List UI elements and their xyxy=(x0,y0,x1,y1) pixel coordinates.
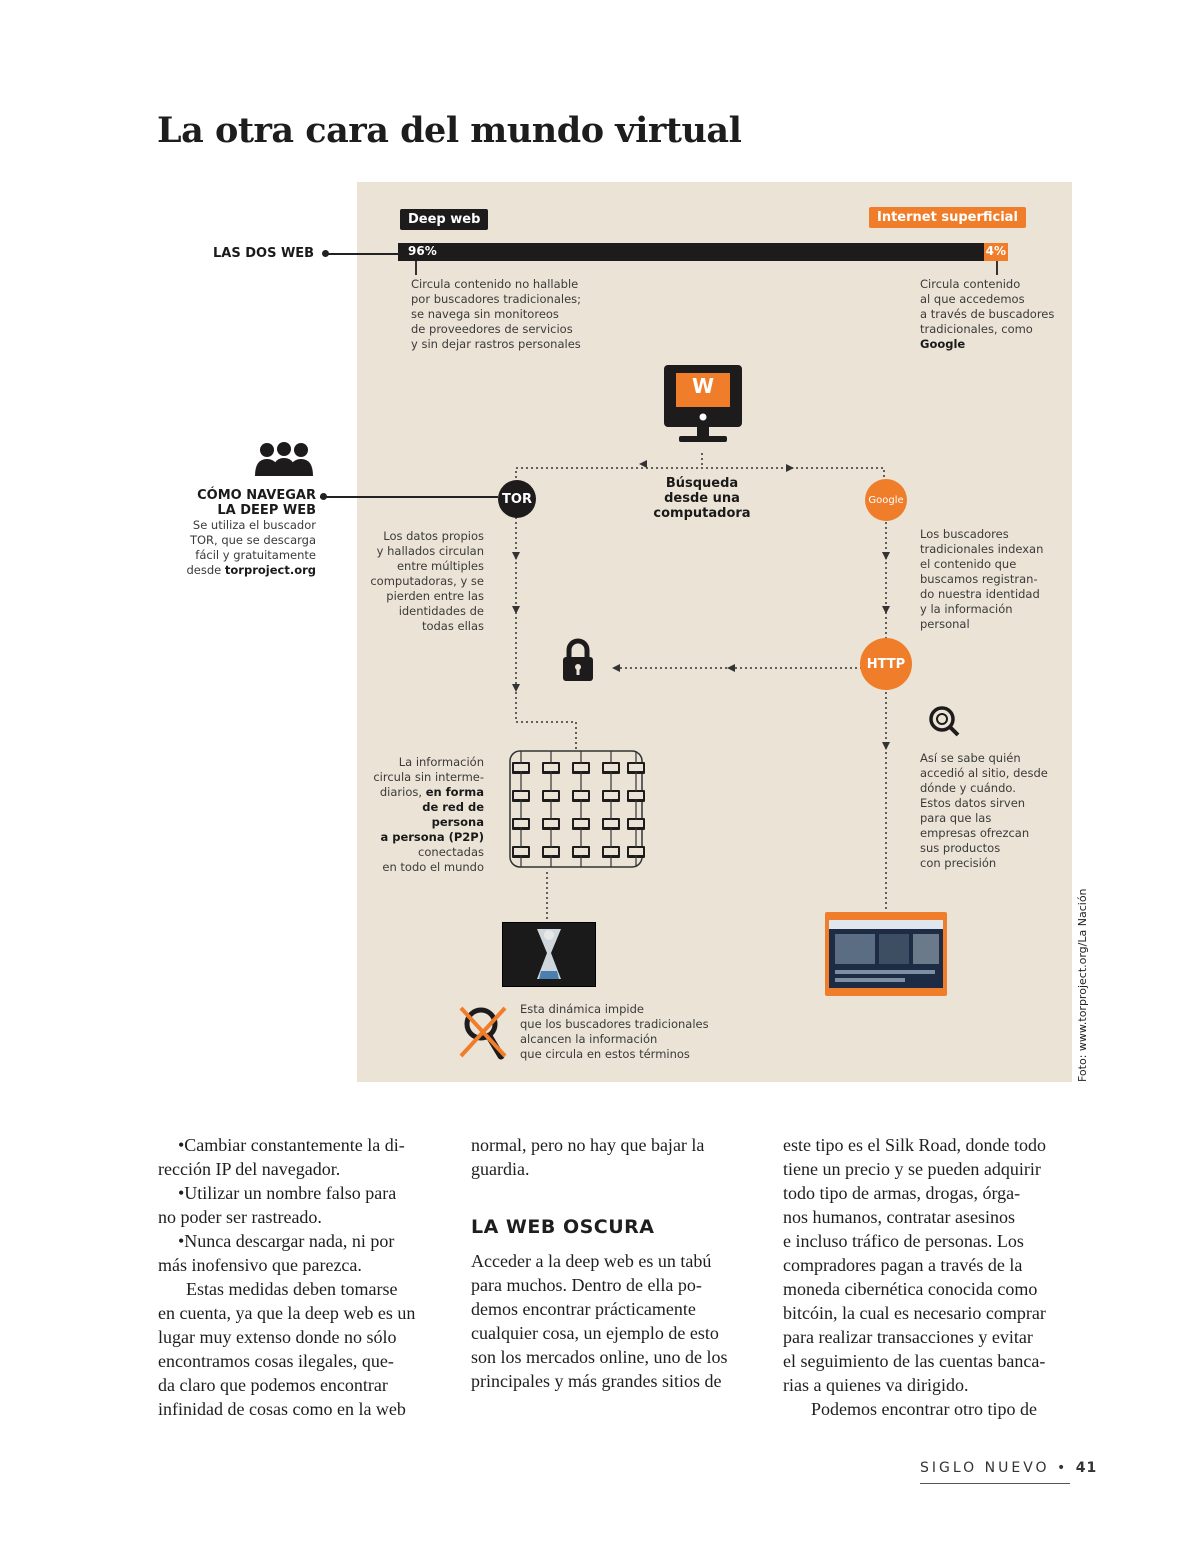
section-heading: LA WEB OSCURA xyxy=(471,1216,655,1238)
google-desc: Los buscadores tradicionales indexan el contenido que buscamos registran- do nuestra identidad y la información personal xyxy=(920,527,1044,631)
tracking-desc: Así se sabe quién accedió al sitio, desde dónde y cuándo. Estos datos sirven para que las empresas ofrezcan sus productos con precisión xyxy=(920,751,1048,870)
web-share-bar xyxy=(398,243,1008,261)
article-line: demos encontrar prácticamente xyxy=(471,1299,696,1319)
article-line: moneda cibernética conocida como xyxy=(783,1279,1038,1299)
article-line: Podemos encontrar otro tipo de xyxy=(811,1399,1037,1419)
lock-icon xyxy=(561,638,595,686)
article-line: para muchos. Dentro de ella po- xyxy=(471,1275,702,1295)
article-line: infinidad de cosas como en la web xyxy=(158,1399,406,1419)
article-line: este tipo es el Silk Road, donde todo xyxy=(783,1135,1046,1155)
deep-web-site-screenshot xyxy=(502,922,596,987)
article-line: principales y más grandes sitios de xyxy=(471,1371,722,1391)
article-line: lugar muy extenso donde no sólo xyxy=(158,1327,397,1347)
article-line: son los mercados online, uno de los xyxy=(471,1347,728,1367)
deep-web-tag: Deep web xyxy=(400,209,488,230)
page-number: 41 xyxy=(1075,1460,1098,1476)
article-line: rección IP del navegador. xyxy=(158,1159,341,1179)
article-line: da claro que podemos encontrar xyxy=(158,1375,388,1395)
article-line: encontramos cosas ilegales, que- xyxy=(158,1351,394,1371)
tor-desc: Los datos propios y hallados circulan entre múltiples computadoras, y se pierden entre las identidades de todas ellas xyxy=(370,529,484,633)
article-line: Acceder a la deep web es un tabú xyxy=(471,1251,712,1271)
p2p-network-grid xyxy=(502,747,652,877)
article-line: •Utilizar un nombre falso para xyxy=(178,1183,397,1203)
article-column-1 xyxy=(158,1133,443,1421)
footer-separator: • xyxy=(1057,1460,1069,1476)
two-webs-label: LAS DOS WEB xyxy=(213,246,315,261)
article-line: no poder ser rastreado. xyxy=(158,1207,322,1227)
tor-node: TOR xyxy=(498,480,536,518)
article-column-2: normal, pero no hay que bajar la guardia. LA WEB OSCURA Acceder a la deep web es un tabú para muchos. Dentro de ella po- demos encontrar prácticamente cualquier cosa, un ejemplo de esto son los mercados online, uno de los principales y más grandes sitios de xyxy=(471,1133,756,1393)
magazine-name: SIGLO NUEVO xyxy=(920,1460,1050,1476)
surface-web-tag: Internet superficial xyxy=(869,207,1026,228)
article-line: compradores pagan a través de la xyxy=(783,1255,1023,1275)
article-line: para realizar transacciones y evitar xyxy=(783,1327,1033,1347)
page-footer xyxy=(920,1460,1097,1476)
surface-site-screenshot xyxy=(825,912,947,996)
article-line: cualquier cosa, un ejemplo de esto xyxy=(471,1323,719,1343)
google-node: Google xyxy=(865,479,907,521)
article-line: rias a quienes va dirigido. xyxy=(783,1375,969,1395)
article-line: Estas medidas deben tomarse xyxy=(186,1279,398,1299)
how-to-desc: Se utiliza el buscador TOR, que se descarga fácil y gratuitamente desde torproject.org xyxy=(186,518,316,577)
article-line: •Cambiar constantemente la di- xyxy=(178,1135,405,1155)
crossed-search-icon xyxy=(457,1002,511,1066)
surface-web-desc: Circula contenido al que accedemos a través de buscadores tradicionales, como Google xyxy=(920,277,1055,351)
p2p-desc: La información circula sin interme- diarios, en forma de red de persona a persona (P2P) conectadas en todo el mundo xyxy=(373,755,484,874)
article-line: más inofensivo que parezca. xyxy=(158,1255,362,1275)
people-icon xyxy=(253,442,315,482)
article-line: •Nunca descargar nada, ni por xyxy=(178,1231,395,1251)
article-line: bitcóin, la cual es necesario comprar xyxy=(783,1303,1046,1323)
search-label: Búsqueda desde una computadora xyxy=(653,476,751,521)
article-line: el seguimiento de las cuentas banca- xyxy=(783,1351,1046,1371)
monitor-letter: W xyxy=(691,374,715,398)
deep-web-desc: Circula contenido no hallable por buscadores tradicionales; se navega sin monitoreos de proveedores de servicios y sin dejar rastros personales xyxy=(411,277,582,351)
tracking-search-icon xyxy=(928,705,960,741)
article-line: e incluso tráfico de personas. Los xyxy=(783,1231,1024,1251)
article-column-3 xyxy=(783,1133,1068,1421)
photo-credit: Foto: www.torproject.org/La Nación xyxy=(1076,888,1089,1082)
article-line: en cuenta, ya que la deep web es un xyxy=(158,1303,416,1323)
how-to-title: CÓMO NAVEGAR LA DEEP WEB xyxy=(197,488,316,518)
article-line: tiene un precio y se pueden adquirir xyxy=(783,1159,1041,1179)
surface-percent: 4% xyxy=(985,244,1006,258)
page-title: La otra cara del mundo virtual xyxy=(157,110,742,151)
article-line: todo tipo de armas, drogas, órga- xyxy=(783,1183,1021,1203)
http-node: HTTP xyxy=(860,638,912,690)
deep-percent: 96% xyxy=(408,244,437,258)
infographic xyxy=(357,182,1072,1082)
dynamic-desc: Esta dinámica impide que los buscadores tradicionales alcancen la información que circula en estos términos xyxy=(520,1002,709,1061)
article-line: nos humanos, contratar asesinos xyxy=(783,1207,1015,1227)
